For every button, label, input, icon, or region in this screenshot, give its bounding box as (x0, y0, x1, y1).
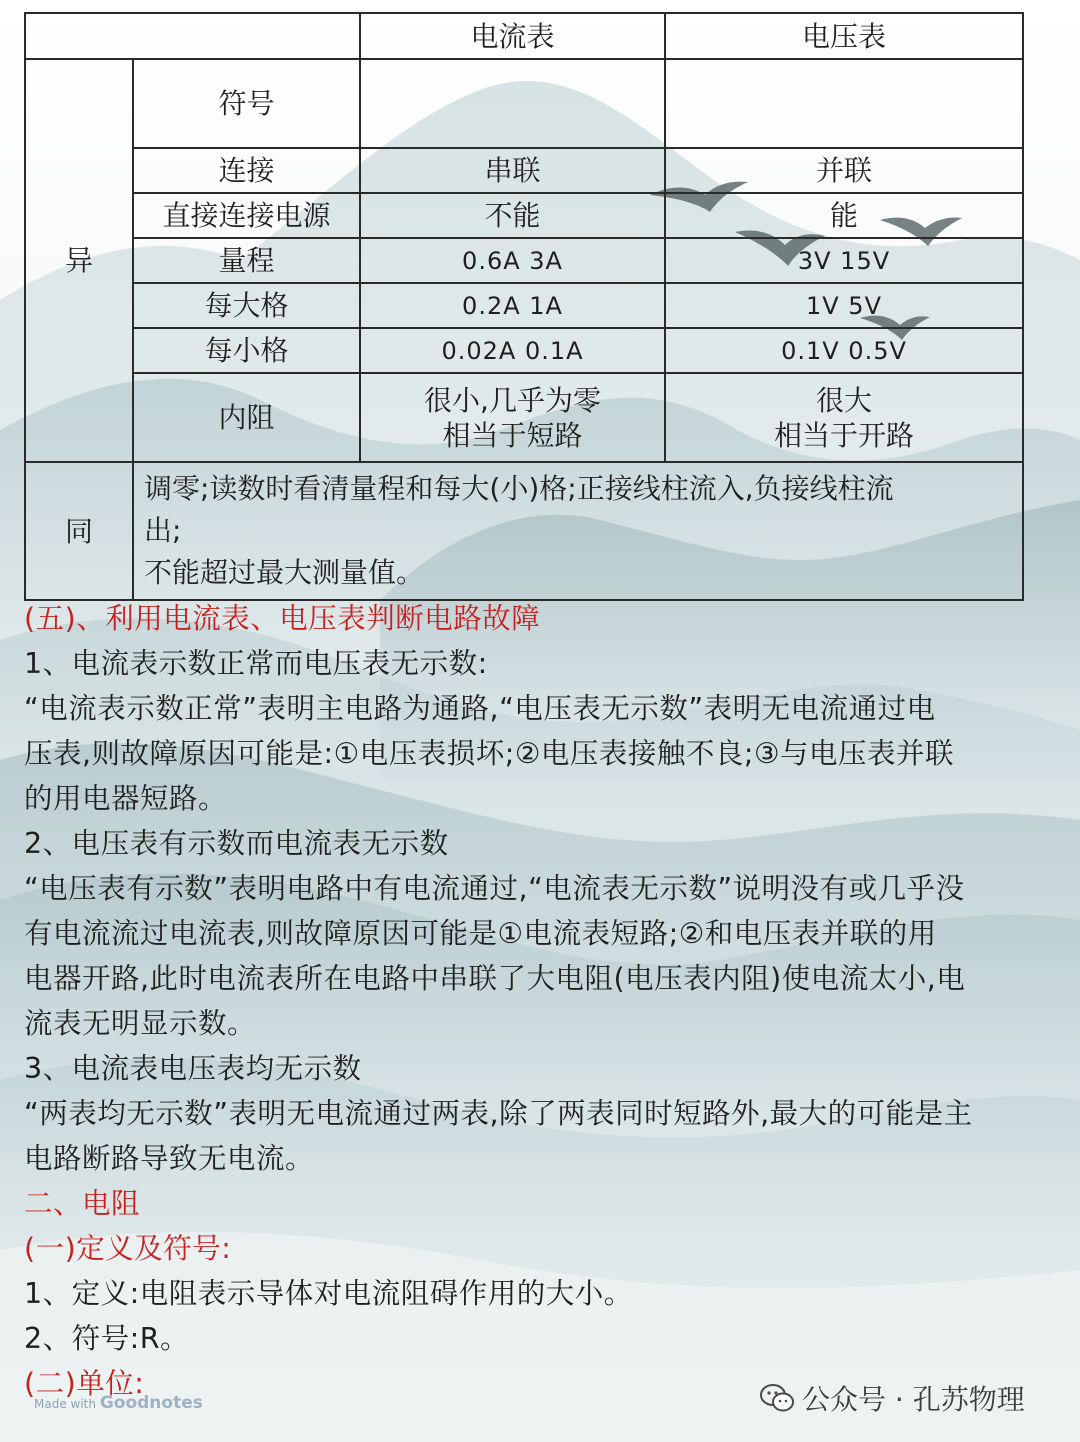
ammeter-resistance-line2: 相当于短路 (442, 418, 583, 452)
diff-label: 异 (25, 59, 133, 462)
voltmeter-resistance-line1: 很大 (815, 383, 872, 417)
header-voltmeter: 电压表 (665, 13, 1023, 59)
made-with-watermark (34, 1393, 203, 1413)
text-line: 的用电器短路。 (24, 782, 228, 815)
voltmeter-resistance-cell (665, 373, 1023, 462)
same-line: 不能超过最大测量值。 (144, 556, 425, 589)
voltmeter-cell: 0.1V 0.5V (665, 328, 1023, 373)
row-label: 每大格 (133, 283, 360, 328)
voltmeter-symbol-cell (665, 59, 1023, 148)
text-line: 电器开路,此时电流表所在电路中串联了大电阻(电压表内阻)使电流太小,电 (24, 962, 966, 995)
ammeter-cell: 0.2A 1A (360, 283, 665, 328)
text-line: 压表,则故障原因可能是:①电压表损坏;②电压表接触不良;③与电压表并联 (24, 737, 955, 770)
made-with-prefix: Made with (34, 1397, 96, 1411)
ammeter-cell: 串联 (360, 148, 665, 193)
text-line: 流表无明显示数。 (24, 1007, 257, 1040)
same-cell (133, 462, 1023, 600)
text-line: “两表均无示数”表明无电流通过两表,除了两表同时短路外,最大的可能是主 (24, 1097, 973, 1130)
text-line: “电压表有示数”表明电路中有电流通过,“电流表无示数”说明没有或几乎没 (24, 872, 965, 905)
voltmeter-cell: 1V 5V (665, 283, 1023, 328)
table-row (25, 328, 1023, 373)
row-label: 连接 (133, 148, 360, 193)
wechat-account-mark (760, 1378, 1025, 1418)
made-with-brand: Goodnotes (99, 1393, 203, 1413)
section-heading: (五)、利用电流表、电压表判断电路故障 (24, 602, 541, 635)
same-line: 出; (144, 514, 182, 547)
table-row (25, 59, 1023, 148)
text-line: 电路断路导致无电流。 (24, 1142, 315, 1175)
text-line: 1、电流表示数正常而电压表无示数: (24, 647, 488, 680)
table-row (25, 373, 1023, 462)
ammeter-symbol-cell (360, 59, 665, 148)
row-label: 内阻 (133, 373, 360, 462)
table-row (25, 148, 1023, 193)
same-line: 调零;读数时看清量程和每大(小)格;正接线柱流入,负接线柱流 (144, 472, 894, 505)
row-label: 直接连接电源 (133, 193, 360, 238)
header-blank-cell (25, 13, 360, 59)
ammeter-cell: 0.6A 3A (360, 238, 665, 283)
ammeter-cell: 0.02A 0.1A (360, 328, 665, 373)
section-heading: 二、电阻 (24, 1187, 141, 1220)
table-row (25, 193, 1023, 238)
ammeter-resistance-cell (360, 373, 665, 462)
comparison-table (24, 12, 1024, 601)
header-ammeter: 电流表 (360, 13, 665, 59)
row-label: 量程 (133, 238, 360, 283)
row-label: 符号 (133, 59, 360, 148)
text-line: 2、符号:R。 (24, 1322, 190, 1355)
text-line: 2、电压表有示数而电流表无示数 (24, 827, 449, 860)
voltmeter-cell: 3V 15V (665, 238, 1023, 283)
same-label: 同 (25, 462, 133, 600)
section-heading: (一)定义及符号: (24, 1232, 232, 1265)
text-line: 有电流流过电流表,则故障原因可能是①电流表短路;②和电压表并联的用 (24, 917, 937, 950)
voltmeter-cell: 能 (665, 193, 1023, 238)
voltmeter-resistance-line2: 相当于开路 (773, 418, 914, 452)
same-row (25, 462, 1023, 600)
wechat-icon (760, 1383, 794, 1413)
text-line: 3、电流表电压表均无示数 (24, 1052, 362, 1085)
ammeter-resistance-line1: 很小,几乎为零 (424, 383, 601, 417)
text-line: 1、定义:电阻表示导体对电流阻碍作用的大小。 (24, 1277, 633, 1310)
table-header-row (25, 13, 1023, 59)
row-label: 每小格 (133, 328, 360, 373)
table-row (25, 238, 1023, 283)
voltmeter-cell: 并联 (665, 148, 1023, 193)
wechat-account-text: 公众号 · 孔苏物理 (802, 1383, 1025, 1416)
section-heading: (二)单位: (24, 1367, 145, 1400)
table-row (25, 283, 1023, 328)
text-line: “电流表示数正常”表明主电路为通路,“电压表无示数”表明无电流通过电 (24, 692, 936, 725)
body-text (24, 596, 1034, 1406)
ammeter-cell: 不能 (360, 193, 665, 238)
